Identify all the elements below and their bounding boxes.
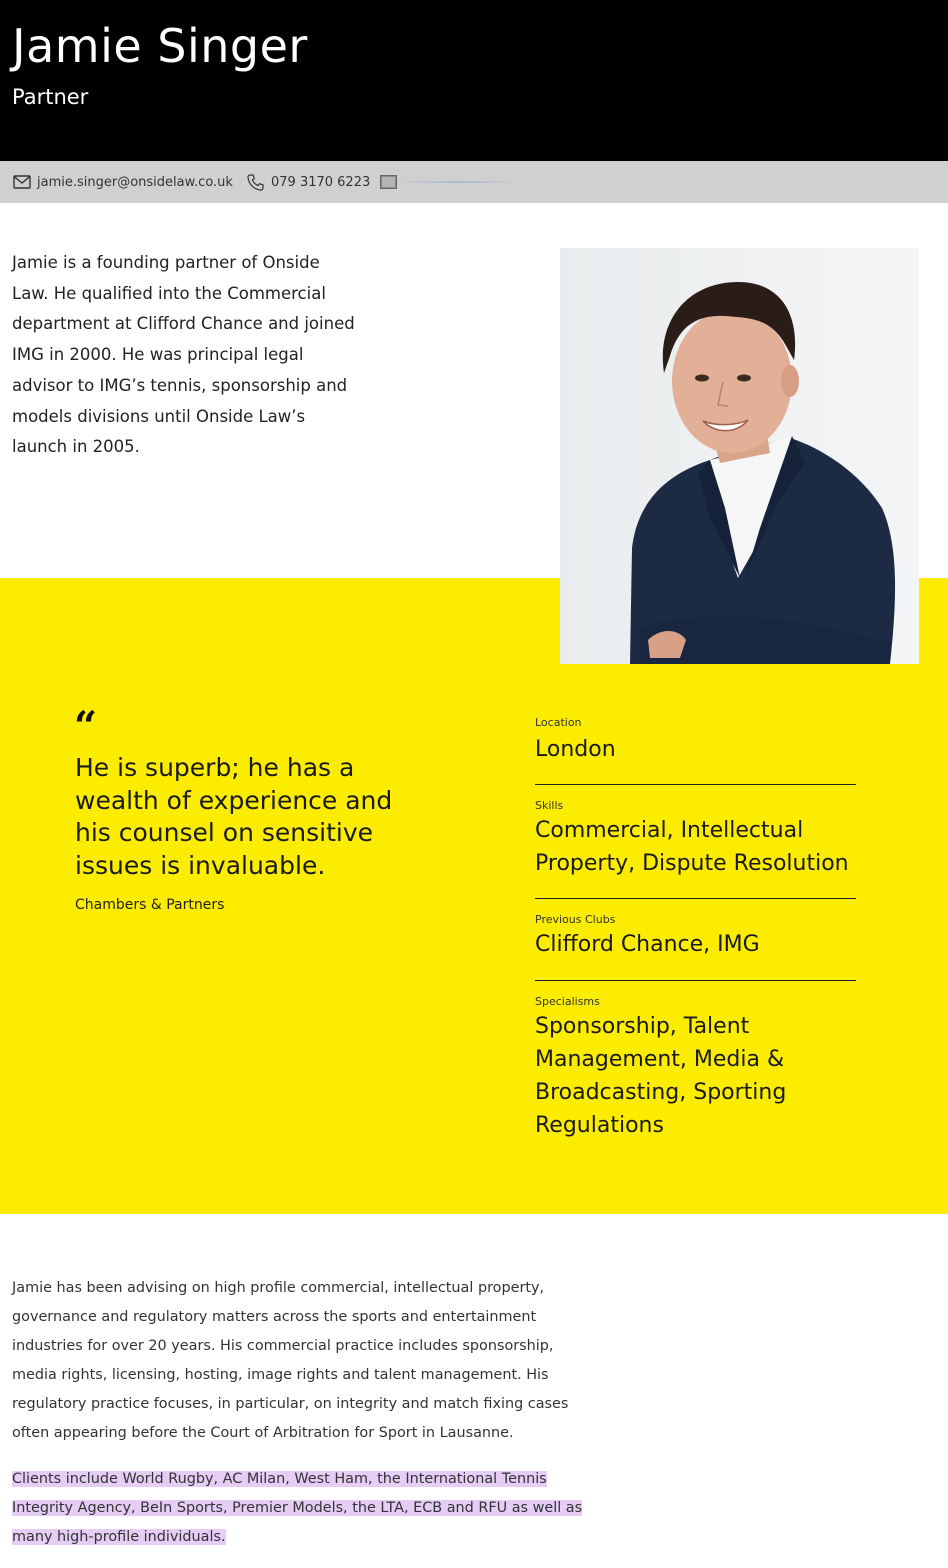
- page-title: Jamie Singer: [12, 19, 308, 73]
- fact-value: Commercial, Intellectual Property, Dispute Resolution: [535, 818, 849, 876]
- profile-description: [12, 1274, 602, 1552]
- fact-previous-clubs: [535, 899, 856, 981]
- fact-label: Location: [535, 716, 582, 729]
- testimonial-source: Chambers & Partners: [75, 897, 225, 913]
- selected-text-highlight: Clients include World Rugby, AC Milan, West Ham, the International Tennis Integrity Agency, BeIn Sports, Premier Models, the LTA, ECB and RFU as well as many high-profile individuals.: [12, 1471, 583, 1546]
- linkedin-link[interactable]: [380, 161, 511, 203]
- intro-bio: Jamie is a founding partner of Onside Law. He qualified into the Commercial department at Clifford Chance and joined IMG in 2000. He was principal legal advisor to IMG’s tennis, sponsorship and models divisions until Onside Law’s launch in 2005.: [12, 253, 355, 457]
- blurred-link-text: [403, 181, 511, 183]
- mail-icon: [13, 175, 31, 189]
- fact-specialisms: [535, 981, 856, 1142]
- fact-label: Specialisms: [535, 995, 600, 1008]
- fact-value: London: [535, 737, 616, 762]
- fact-value: Sponsorship, Talent Management, Media & Broadcasting, Sporting Regulations: [535, 1014, 787, 1138]
- phone-icon: [246, 173, 265, 192]
- phone-text: 079 3170 6223: [271, 174, 371, 190]
- linkedin-icon: [380, 175, 397, 189]
- contact-bar: [0, 161, 948, 203]
- testimonial-quote: He is superb; he has a wealth of experience and his counsel on sensitive issues is invaluable.: [75, 753, 393, 880]
- fact-label: Skills: [535, 799, 564, 812]
- profile-photo: [560, 248, 919, 664]
- job-title: Partner: [12, 85, 89, 109]
- profile-facts: [535, 716, 856, 1142]
- fact-skills: [535, 785, 856, 899]
- email-link[interactable]: [13, 161, 233, 203]
- email-text: jamie.singer@onsidelaw.co.uk: [37, 174, 233, 190]
- fact-location: [535, 716, 856, 785]
- description-paragraph: Jamie has been advising on high profile commercial, intellectual property, governance and regulatory matters across the sports and entertainment industries for over 20 years. His commercial practice includes sponsorship, media rights, licensing, hosting, image rights and talent management. His regulatory practice focuses, in particular, on integrity and match fixing cases often appearing before the Court of Arbitration for Sport in Lausanne.: [12, 1280, 569, 1441]
- profile-header: [0, 0, 948, 161]
- phone-link[interactable]: [246, 161, 370, 203]
- fact-value: Clifford Chance, IMG: [535, 932, 760, 957]
- quote-mark-icon: “: [74, 703, 98, 750]
- clients-paragraph: [12, 1465, 602, 1552]
- fact-label: Previous Clubs: [535, 913, 616, 926]
